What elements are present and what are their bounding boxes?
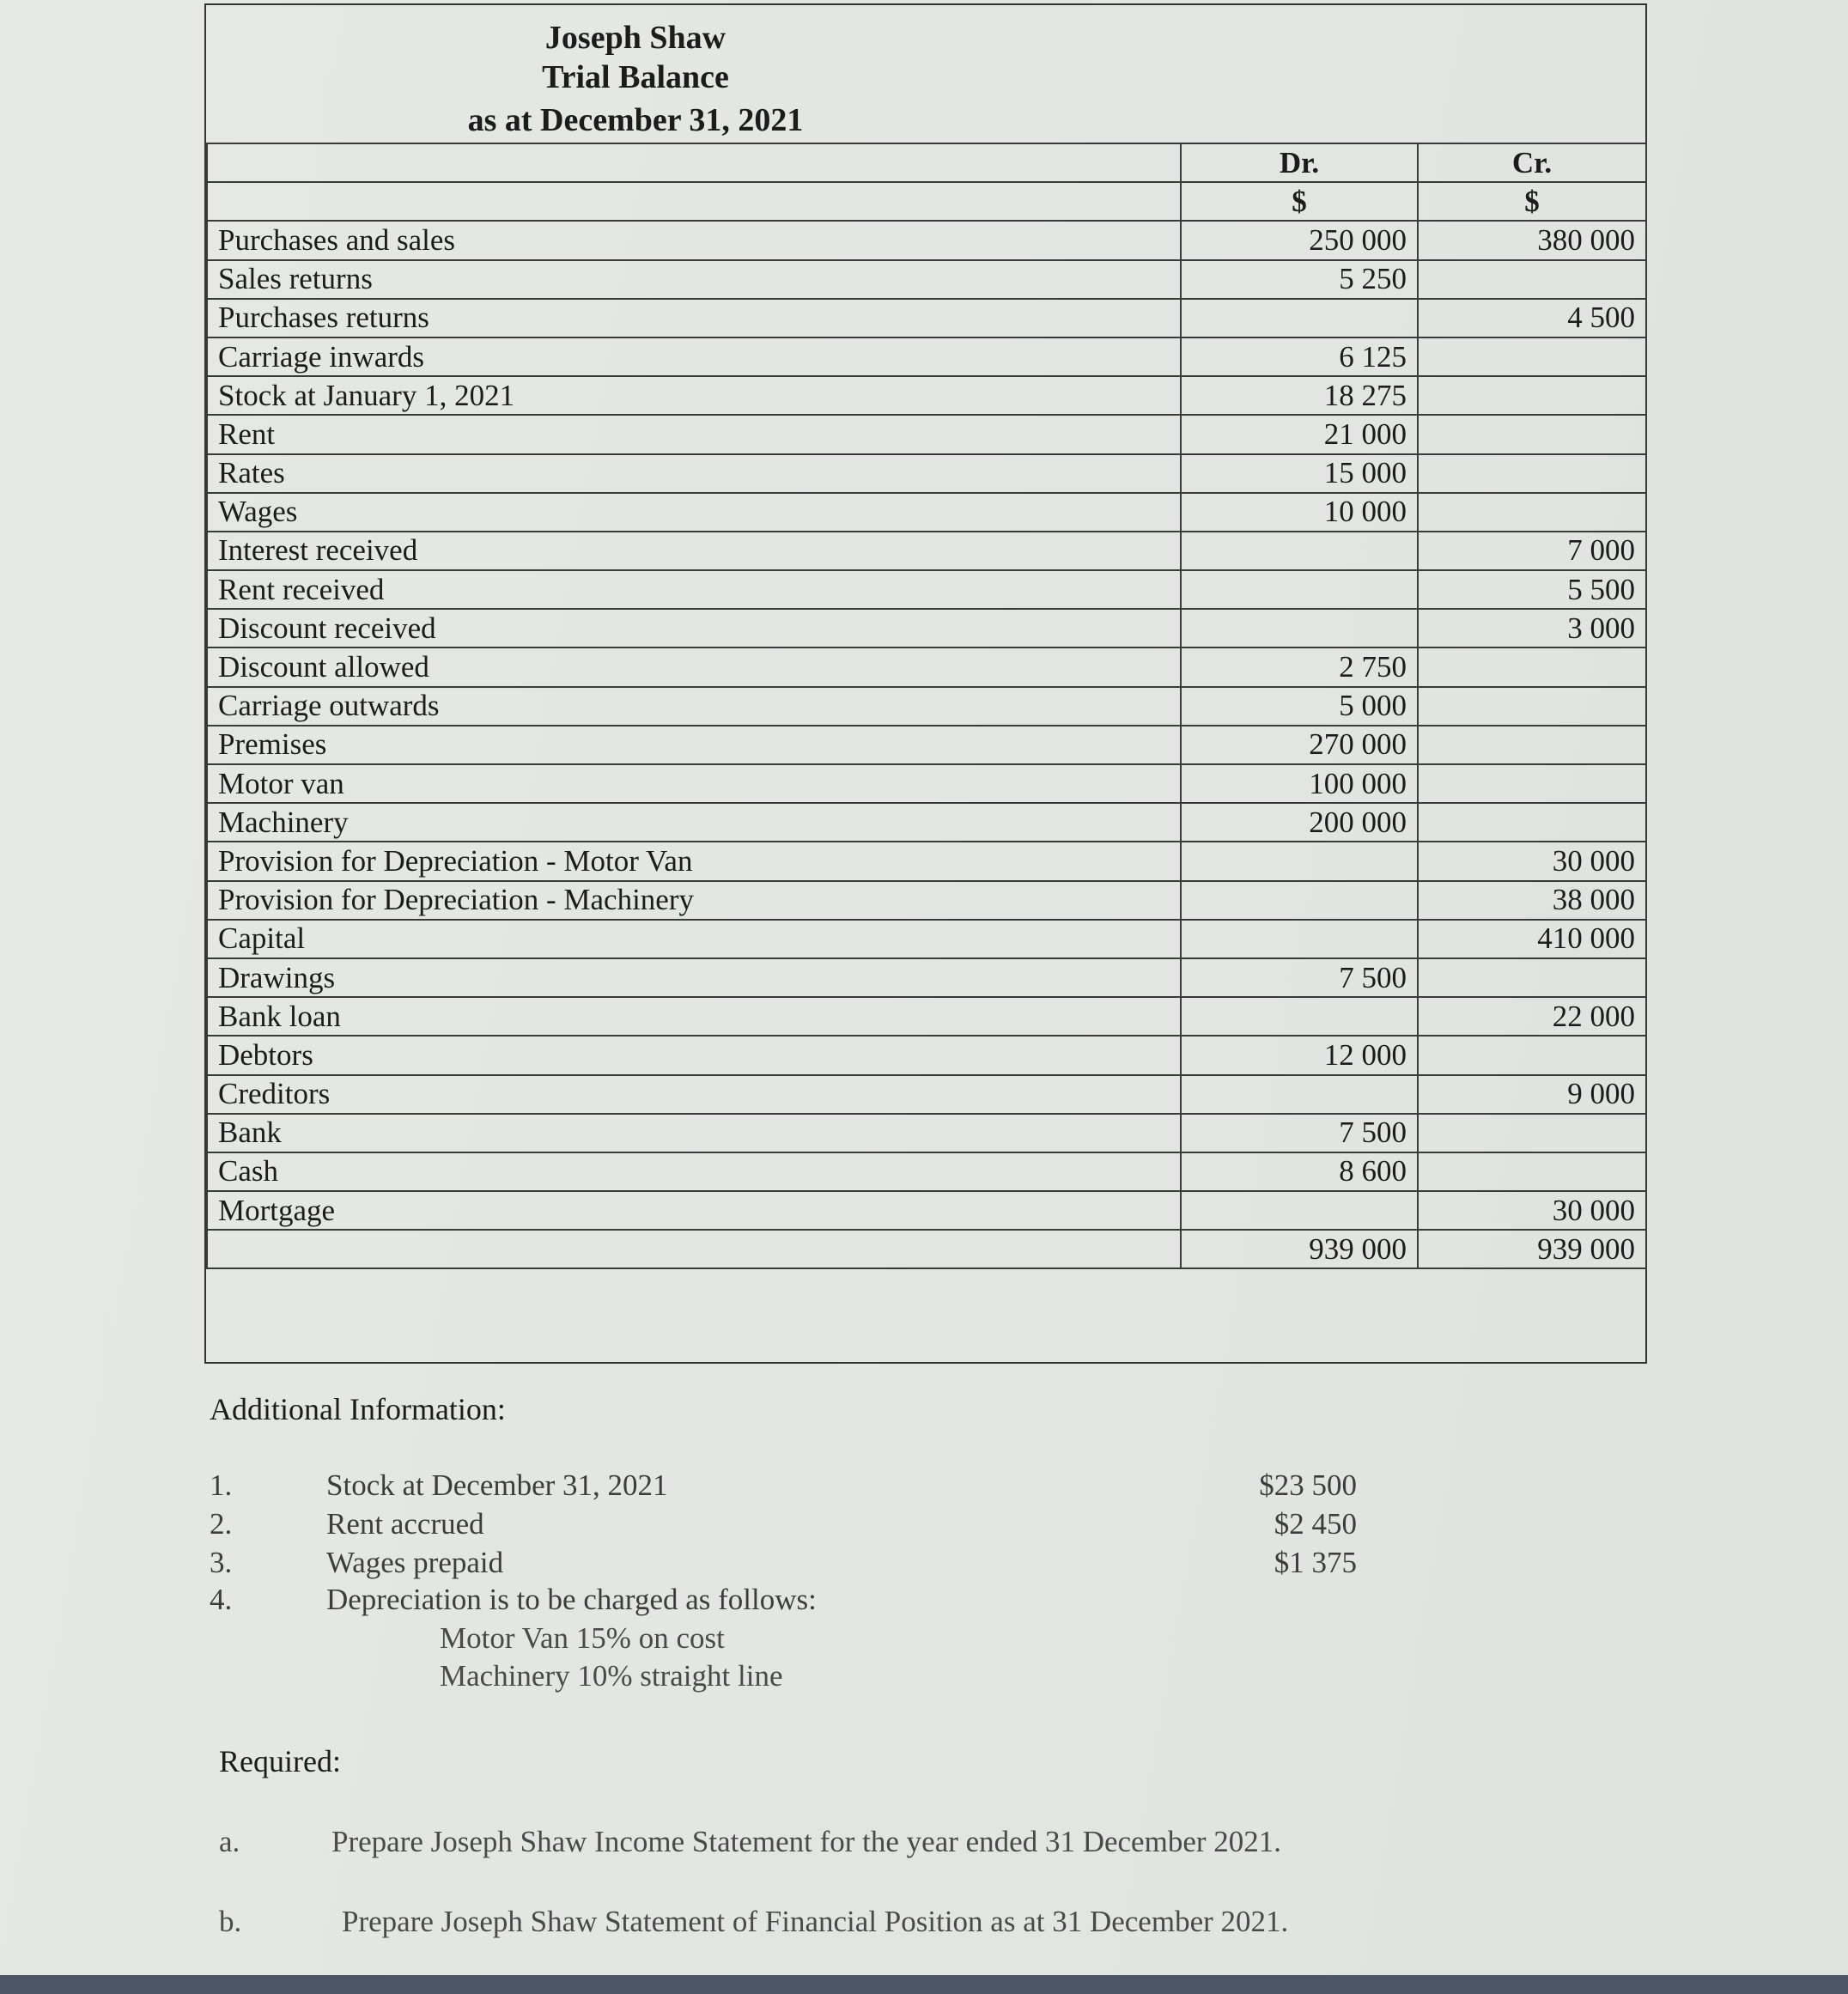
dr-amount (1181, 997, 1418, 1036)
table-row (207, 842, 1646, 880)
table-row (207, 803, 1646, 842)
dr-amount (1181, 609, 1418, 647)
dr-amount: 5 000 (1181, 687, 1418, 726)
cr-amount: 30 000 (1418, 842, 1646, 880)
account-name: Carriage inwards (207, 337, 1181, 376)
account-name: Capital (207, 920, 1181, 958)
required-text: Prepare Joseph Shaw Income Statement for the year ended 31 December 2021. (331, 1825, 1282, 1858)
trial-balance-heading (206, 5, 1649, 143)
table-row (207, 726, 1646, 764)
info-number: 3. (210, 1546, 233, 1579)
info-text: Depreciation is to be charged as follows: (326, 1583, 817, 1616)
dr-amount: 2 750 (1181, 647, 1418, 686)
account-name: Wages (207, 493, 1181, 532)
cr-amount: 5 500 (1418, 570, 1646, 609)
info-number: 1. (210, 1468, 233, 1502)
account-name: Bank loan (207, 997, 1181, 1036)
cr-total: 939 000 (1418, 1230, 1646, 1268)
dr-amount: 10 000 (1181, 493, 1418, 532)
dr-amount: 100 000 (1181, 764, 1418, 803)
table-row (207, 1036, 1646, 1074)
cr-amount (1418, 1114, 1646, 1152)
account-name: Mortgage (207, 1191, 1181, 1230)
table-row (207, 570, 1646, 609)
cr-amount: 22 000 (1418, 997, 1646, 1036)
account-name: Machinery (207, 803, 1181, 842)
cr-amount: 3 000 (1418, 609, 1646, 647)
account-name: Discount allowed (207, 647, 1181, 686)
account-name: Rent received (207, 570, 1181, 609)
account-name: Provision for Depreciation - Motor Van (207, 842, 1181, 880)
cr-amount: 38 000 (1418, 881, 1646, 920)
account-name: Bank (207, 1114, 1181, 1152)
table-row (207, 1075, 1646, 1114)
account-name: Carriage outwards (207, 687, 1181, 726)
account-name: Stock at January 1, 2021 (207, 376, 1181, 415)
required-title: Required: (219, 1744, 341, 1778)
account-name: Debtors (207, 1036, 1181, 1074)
info-value: $2 450 (1274, 1507, 1357, 1541)
cr-amount: 9 000 (1418, 1075, 1646, 1114)
table-row (207, 1191, 1646, 1230)
dr-amount: 200 000 (1181, 803, 1418, 842)
table-row (207, 454, 1646, 493)
cr-amount (1418, 415, 1646, 453)
account-name: Purchases returns (207, 299, 1181, 337)
table-row (207, 764, 1646, 803)
table-row (207, 299, 1646, 337)
dr-total: 939 000 (1181, 1230, 1418, 1268)
cr-amount (1418, 958, 1646, 997)
info-number: 4. (210, 1583, 233, 1616)
dr-amount: 7 500 (1181, 958, 1418, 997)
account-name: Creditors (207, 1075, 1181, 1114)
cr-amount: 7 000 (1418, 532, 1646, 570)
depreciation-rule: Machinery 10% straight line (440, 1659, 783, 1693)
dr-amount: 12 000 (1181, 1036, 1418, 1074)
dr-amount: 6 125 (1181, 337, 1418, 376)
table-row (207, 997, 1646, 1036)
table-row (207, 958, 1646, 997)
account-name: Purchases and sales (207, 221, 1181, 259)
account-name: Premises (207, 726, 1181, 764)
cr-amount (1418, 1152, 1646, 1191)
trial-balance-frame (204, 3, 1647, 1364)
cr-amount (1418, 647, 1646, 686)
account-name: Provision for Depreciation - Machinery (207, 881, 1181, 920)
cr-amount (1418, 1036, 1646, 1074)
table-row (207, 881, 1646, 920)
info-value: $23 500 (1259, 1468, 1357, 1502)
dr-amount (1181, 881, 1418, 920)
table-row (207, 532, 1646, 570)
column-header-row (207, 143, 1646, 182)
table-row (207, 376, 1646, 415)
cr-amount (1418, 337, 1646, 376)
dr-amount (1181, 1191, 1418, 1230)
cr-amount (1418, 803, 1646, 842)
required-letter: a. (219, 1825, 240, 1858)
totals-row (207, 1230, 1646, 1268)
account-name: Rates (207, 454, 1181, 493)
account-name: Interest received (207, 532, 1181, 570)
dr-amount: 8 600 (1181, 1152, 1418, 1191)
info-text: Rent accrued (326, 1507, 484, 1541)
cr-amount (1418, 260, 1646, 299)
table-row (207, 647, 1646, 686)
cr-amount: 410 000 (1418, 920, 1646, 958)
dr-amount: 250 000 (1181, 221, 1418, 259)
account-name: Discount received (207, 609, 1181, 647)
dr-amount (1181, 570, 1418, 609)
dr-amount: 21 000 (1181, 415, 1418, 453)
table-row (207, 687, 1646, 726)
cr-amount (1418, 764, 1646, 803)
table-row (207, 493, 1646, 532)
cr-header: Cr. (1418, 143, 1646, 182)
dr-amount: 5 250 (1181, 260, 1418, 299)
dr-amount (1181, 842, 1418, 880)
cr-currency: $ (1418, 182, 1646, 221)
info-value: $1 375 (1274, 1546, 1357, 1579)
cr-amount: 380 000 (1418, 221, 1646, 259)
business-name: Joseph Shaw (544, 20, 726, 56)
required-text: Prepare Joseph Shaw Statement of Financial Position as at 31 December 2021. (342, 1905, 1289, 1938)
account-name: Motor van (207, 764, 1181, 803)
table-row (207, 609, 1646, 647)
table-row (207, 221, 1646, 259)
report-date: as at December 31, 2021 (467, 102, 804, 138)
trial-balance-table (206, 143, 1647, 1269)
currency-row (207, 182, 1646, 221)
dr-amount (1181, 299, 1418, 337)
info-number: 2. (210, 1507, 233, 1541)
table-row (207, 1152, 1646, 1191)
cr-amount: 30 000 (1418, 1191, 1646, 1230)
dr-currency: $ (1181, 182, 1418, 221)
info-text: Stock at December 31, 2021 (326, 1468, 668, 1502)
dr-amount: 18 275 (1181, 376, 1418, 415)
depreciation-rule: Motor Van 15% on cost (440, 1621, 725, 1655)
required-letter: b. (219, 1905, 242, 1938)
dr-amount: 7 500 (1181, 1114, 1418, 1152)
account-name: Drawings (207, 958, 1181, 997)
dr-amount (1181, 532, 1418, 570)
table-row (207, 260, 1646, 299)
report-title: Trial Balance (542, 59, 729, 95)
cr-amount (1418, 687, 1646, 726)
dr-amount (1181, 920, 1418, 958)
table-row (207, 337, 1646, 376)
account-name: Cash (207, 1152, 1181, 1191)
cr-amount (1418, 376, 1646, 415)
dr-amount: 270 000 (1181, 726, 1418, 764)
cr-amount (1418, 726, 1646, 764)
cr-amount: 4 500 (1418, 299, 1646, 337)
additional-info-title: Additional Information: (210, 1392, 506, 1426)
screen-edge-bar (0, 1975, 1848, 1994)
dr-header: Dr. (1181, 143, 1418, 182)
table-row (207, 920, 1646, 958)
account-name: Rent (207, 415, 1181, 453)
dr-amount: 15 000 (1181, 454, 1418, 493)
table-row (207, 415, 1646, 453)
cr-amount (1418, 454, 1646, 493)
account-name: Sales returns (207, 260, 1181, 299)
cr-amount (1418, 493, 1646, 532)
info-text: Wages prepaid (326, 1546, 504, 1579)
table-row (207, 1114, 1646, 1152)
dr-amount (1181, 1075, 1418, 1114)
